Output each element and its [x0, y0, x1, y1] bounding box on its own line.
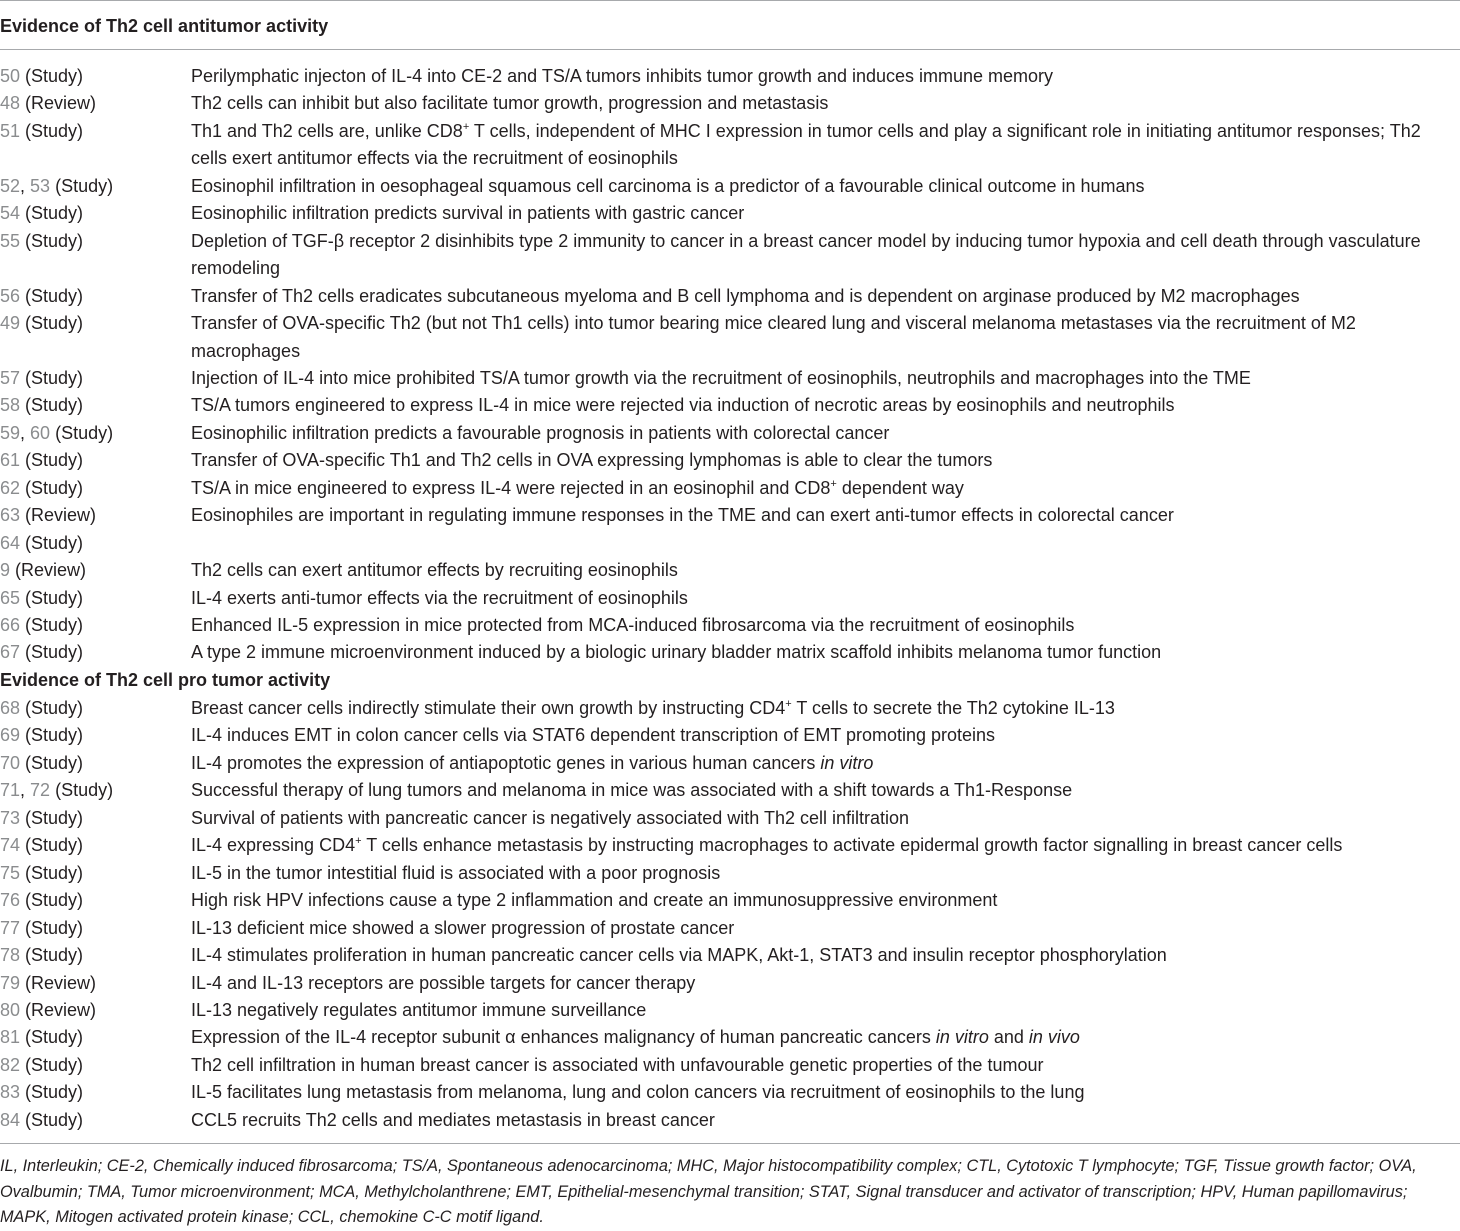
- description-text: Transfer of Th2 cells eradicates subcutaneous myeloma and B cell lymphoma and is dependent on arginase produced by M2 macrophages: [191, 285, 1300, 306]
- reference-cell: [0, 310, 83, 338]
- description-cell: [191, 365, 1460, 393]
- reference-cell: [0, 173, 113, 201]
- description-cell: [191, 695, 1460, 723]
- reference-number-link[interactable]: 62: [0, 477, 21, 498]
- reference-number-link[interactable]: 79: [0, 972, 21, 993]
- description-cell: [191, 502, 1460, 530]
- description-text: CCL5 recruits Th2 cells and mediates metastasis in breast cancer: [191, 1109, 715, 1130]
- reference-number-link[interactable]: 76: [0, 890, 21, 911]
- reference-number-link[interactable]: 83: [0, 1082, 21, 1103]
- description-cell: [191, 1079, 1460, 1107]
- description-text: TS/A tumors engineered to express IL-4 in mice were rejected via induction of necrotic areas by eosinophils and neutrophils: [191, 395, 1175, 416]
- description-text: Depletion of TGF-β receptor 2 disinhibits type 2 immunity to cancer in a breast cancer model by inducing tumor hypoxia and cell death through vasculature remodeling: [191, 230, 1421, 279]
- reference-number-link[interactable]: 69: [0, 725, 21, 746]
- reference-type: (Review): [10, 560, 87, 581]
- description-text: IL-4 induces EMT in colon cancer cells via STAT6 dependent transcription of EMT promoting proteins: [191, 725, 996, 746]
- section-heading-antitumor: Evidence of Th2 cell antitumor activity: [0, 16, 329, 36]
- reference-number-link[interactable]: 52: [0, 175, 21, 196]
- reference-number-link[interactable]: 68: [0, 698, 21, 718]
- description-cell: [191, 777, 1460, 805]
- reference-cell: [0, 475, 83, 503]
- reference-cell: [0, 420, 113, 448]
- superscript: +: [355, 835, 362, 848]
- reference-type: (Study): [20, 1027, 84, 1048]
- reference-number-link[interactable]: 71: [0, 780, 21, 801]
- description-cell: [191, 557, 1460, 585]
- reference-number-link[interactable]: 61: [0, 450, 21, 471]
- description-text: IL-4 exerts anti-tumor effects via the recruitment of eosinophils: [191, 587, 688, 608]
- reference-cell: [0, 365, 83, 393]
- reference-type: (Study): [20, 532, 84, 553]
- description-text: T cells enhance metastasis by instructing macrophages to activate epidermal growth factor signalling in breast cancer cells: [361, 835, 1343, 856]
- description-cell: [191, 392, 1460, 420]
- reference-number-link[interactable]: 65: [0, 587, 21, 608]
- reference-type: (Study): [20, 450, 84, 471]
- reference-type: (Review): [20, 93, 97, 114]
- description-cell: [191, 420, 1460, 448]
- reference-cell: [0, 502, 96, 530]
- reference-type: (Study): [20, 395, 84, 416]
- description-text: Th2 cells can inhibit but also facilitate tumor growth, progression and metastasis: [191, 93, 829, 114]
- reference-cell: [0, 695, 83, 723]
- reference-number-link[interactable]: 74: [0, 835, 21, 856]
- reference-number-link[interactable]: 9: [0, 560, 11, 581]
- reference-cell: [0, 805, 83, 833]
- superscript: +: [462, 120, 470, 133]
- description-text: IL-5 facilitates lung metastasis from melanoma, lung and colon cancers via recruitment of eosinophils to the lung: [191, 1082, 1085, 1103]
- reference-cell: [0, 585, 83, 613]
- description-text: TS/A in mice engineered to express IL-4 were rejected in an eosinophil and CD8: [191, 477, 831, 498]
- reference-number-link[interactable]: 64: [0, 532, 21, 553]
- description-text: IL-5 in the tumor intestitial fluid is associated with a poor prognosis: [191, 862, 721, 883]
- description-cell: [191, 915, 1460, 943]
- reference-number-link[interactable]: 82: [0, 1054, 21, 1075]
- reference-type: (Study): [20, 1109, 84, 1130]
- description-cell: [191, 639, 1460, 667]
- footnote: IL, Interleukin; CE-2, Chemically induced fibrosarcoma; TS/A, Spontaneous adenocarcinoma; MHC, Major histocompatibility complex; CTL, Cytotoxic T lymphocyte; TGF, Tissue growth factor; OVA, Ovalbumin; TMA, Tumor microenvironment; MCA, Methylcholanthrene; EMT, Epithelial-mesenchymal transition; STAT, Signal transducer and activator of transcription; HPV, Human papillomavirus; MAPK, Mitogen activated protein kinase; CCL, chemokine C-C motif ligand.: [0, 1157, 1417, 1226]
- description-text: Perilymphatic injecton of IL-4 into CE-2 and TS/A tumors inhibits tumor growth and induces immune memory: [191, 66, 1054, 86]
- description-text: and: [988, 1027, 1029, 1048]
- description-text: Successful therapy of lung tumors and melanoma in mice was associated with a shift towards a Th1-Response: [191, 780, 1073, 801]
- reference-number-link[interactable]: 53: [30, 175, 51, 196]
- top-rule: [0, 0, 1460, 1]
- description-text: Breast cancer cells indirectly stimulate their own growth by instructing CD4: [191, 698, 786, 718]
- reference-number-link[interactable]: 84: [0, 1109, 21, 1130]
- reference-separator: ,: [20, 422, 31, 443]
- description-text: Eosinophil infiltration in oesophageal squamous cell carcinoma is a predictor of a favourable clinical outcome in humans: [191, 175, 1145, 196]
- reference-cell: [0, 283, 83, 311]
- reference-type: (Study): [20, 230, 84, 251]
- description-cell: [191, 750, 1460, 778]
- description-text: dependent way: [836, 477, 964, 498]
- description-cell: [191, 90, 1460, 118]
- reference-cell: [0, 832, 83, 860]
- description-cell: [191, 200, 1460, 228]
- reference-type: (Study): [20, 1082, 84, 1103]
- reference-cell: [0, 90, 96, 118]
- reference-cell: [0, 942, 83, 970]
- description-text: IL-4 stimulates proliferation in human pancreatic cancer cells via MAPK, Akt-1, STAT3 and insulin receptor phosphorylation: [191, 945, 1167, 966]
- reference-type: (Study): [20, 66, 84, 86]
- description-text: Transfer of OVA-specific Th2 (but not Th1 cells) into tumor bearing mice cleared lung and visceral melanoma metastases via the recruitment of M2 macrophages: [191, 313, 1356, 361]
- description-text: Th2 cell infiltration in human breast cancer is associated with unfavourable genetic properties of the tumour: [191, 1054, 1044, 1075]
- reference-type: (Study): [50, 175, 114, 196]
- heading-rule: [0, 49, 1460, 50]
- reference-cell: [0, 1052, 83, 1080]
- footnote-rule: [0, 1143, 1460, 1144]
- reference-number-link[interactable]: 66: [0, 615, 21, 635]
- reference-cell: [0, 639, 83, 667]
- reference-type: (Study): [20, 725, 84, 746]
- description-text: Eosinophilic infiltration predicts survival in patients with gastric cancer: [191, 203, 745, 224]
- reference-type: (Study): [20, 642, 84, 663]
- reference-cell: [0, 63, 83, 91]
- reference-number-link[interactable]: 77: [0, 917, 21, 938]
- reference-type: (Study): [20, 862, 84, 883]
- reference-type: (Study): [20, 587, 84, 608]
- reference-number-link[interactable]: 48: [0, 93, 21, 114]
- reference-type: (Study): [20, 1054, 84, 1075]
- reference-type: (Study): [20, 285, 84, 306]
- reference-cell: [0, 228, 83, 256]
- reference-number-link[interactable]: 57: [0, 367, 21, 388]
- description-text: IL-4 promotes the expression of antiapoptotic genes in various human cancers: [191, 752, 821, 773]
- reference-number-link[interactable]: 70: [0, 752, 21, 773]
- description-cell: [191, 887, 1460, 915]
- reference-type: (Study): [20, 890, 84, 911]
- reference-type: (Study): [20, 698, 84, 718]
- reference-type: (Study): [20, 615, 84, 635]
- description-text: T cells to secrete the Th2 cytokine IL-13: [791, 698, 1115, 718]
- reference-number-link[interactable]: 81: [0, 1027, 21, 1048]
- superscript: +: [785, 698, 792, 710]
- description-cell: [191, 1052, 1460, 1080]
- description-text: IL-13 negatively regulates antitumor immune surveillance: [191, 999, 647, 1020]
- italic-text: in vivo: [1028, 1027, 1080, 1048]
- description-text: Eosinophiles are important in regulating immune responses in the TME and can exert anti-tumor effects in colorectal cancer: [191, 505, 1174, 526]
- reference-type: (Study): [50, 780, 114, 801]
- reference-number-link[interactable]: 56: [0, 285, 21, 306]
- description-text: High risk HPV infections cause a type 2 inflammation and create an immunosuppressive environment: [191, 890, 998, 911]
- reference-number-link[interactable]: 63: [0, 505, 21, 526]
- reference-cell: [0, 447, 83, 475]
- description-cell: [191, 173, 1460, 201]
- description-cell: [191, 832, 1460, 860]
- reference-type: (Review): [20, 505, 97, 526]
- reference-number-link[interactable]: 60: [30, 422, 51, 443]
- reference-type: (Study): [20, 120, 84, 141]
- italic-text: in vitro: [820, 752, 874, 773]
- reference-type: (Review): [20, 999, 97, 1020]
- section-heading-protumor: Evidence of Th2 cell pro tumor activity: [0, 670, 331, 690]
- reference-number-link[interactable]: 78: [0, 945, 21, 966]
- reference-separator: ,: [20, 780, 31, 801]
- reference-type: (Study): [20, 367, 84, 388]
- description-text: Th2 cells can exert antitumor effects by recruiting eosinophils: [191, 560, 678, 581]
- reference-type: (Study): [20, 203, 84, 224]
- description-cell: [191, 63, 1460, 91]
- description-text: Transfer of OVA-specific Th1 and Th2 cells in OVA expressing lymphomas is able to clear the tumors: [191, 450, 993, 471]
- reference-number-link[interactable]: 73: [0, 807, 21, 828]
- reference-cell: [0, 1079, 83, 1107]
- reference-cell: [0, 970, 96, 998]
- description-text: T cells, independent of MHC I expression in tumor cells and play a significant role in initiating antitumor responses; Th2 cells exert antitumor effects via the recruitment of eosinophils: [191, 120, 1421, 169]
- description-cell: [191, 585, 1460, 613]
- description-text: Injection of IL-4 into mice prohibited TS/A tumor growth via the recruitment of eosinophils, neutrophils and macrophages into the TME: [191, 367, 1251, 388]
- reference-number-link[interactable]: 80: [0, 999, 21, 1020]
- reference-number-link[interactable]: 58: [0, 395, 21, 416]
- description-text: IL-4 expressing CD4: [191, 835, 356, 856]
- reference-number-link[interactable]: 55: [0, 230, 21, 251]
- description-cell: [191, 805, 1460, 833]
- description-cell: [191, 228, 1460, 283]
- reference-cell: [0, 997, 96, 1025]
- description-text: IL-13 deficient mice showed a slower progression of prostate cancer: [191, 917, 735, 938]
- reference-number-link[interactable]: 67: [0, 642, 21, 663]
- reference-cell: [0, 612, 83, 640]
- reference-cell: [0, 915, 83, 943]
- reference-type: (Study): [50, 422, 114, 443]
- reference-cell: [0, 118, 83, 146]
- reference-number-link[interactable]: 59: [0, 422, 21, 443]
- reference-cell: [0, 777, 113, 805]
- description-text: A type 2 immune microenvironment induced by a biologic urinary bladder matrix scaffold inhibits melanoma tumor function: [191, 642, 1162, 663]
- reference-number-link[interactable]: 72: [30, 780, 51, 801]
- reference-type: (Study): [20, 313, 84, 334]
- reference-type: (Study): [20, 752, 84, 773]
- reference-number-link[interactable]: 75: [0, 862, 21, 883]
- reference-type: (Study): [20, 807, 84, 828]
- description-text: Expression of the IL-4 receptor subunit α enhances malignancy of human pancreatic cancers: [191, 1027, 936, 1048]
- description-text: Survival of patients with pancreatic cancer is negatively associated with Th2 cell infiltration: [191, 807, 910, 828]
- reference-cell: [0, 887, 83, 915]
- reference-cell: [0, 200, 83, 228]
- reference-cell: [0, 392, 83, 420]
- description-cell: [191, 118, 1460, 173]
- description-cell: [191, 1024, 1460, 1052]
- description-cell: [191, 1107, 1460, 1135]
- description-cell: [191, 475, 1460, 503]
- superscript: +: [830, 477, 837, 490]
- description-cell: [191, 860, 1460, 888]
- description-text: IL-4 and IL-13 receptors are possible targets for cancer therapy: [191, 972, 696, 993]
- reference-type: (Study): [20, 477, 84, 498]
- description-cell: [191, 283, 1460, 311]
- reference-cell: [0, 722, 83, 750]
- reference-cell: [0, 860, 83, 888]
- description-cell: [191, 997, 1460, 1025]
- reference-cell: [0, 1107, 83, 1135]
- reference-type: (Study): [20, 945, 84, 966]
- reference-cell: [0, 530, 83, 558]
- description-text: Enhanced IL-5 expression in mice protected from MCA-induced fibrosarcoma via the recruitment of eosinophils: [191, 615, 1075, 635]
- description-cell: [191, 942, 1460, 970]
- reference-number-link[interactable]: 51: [0, 120, 21, 141]
- reference-number-link[interactable]: 54: [0, 203, 21, 224]
- reference-cell: [0, 557, 86, 585]
- reference-type: (Study): [20, 917, 84, 938]
- description-cell: [191, 722, 1460, 750]
- description-cell: [191, 612, 1460, 640]
- reference-type: (Review): [20, 972, 97, 993]
- reference-cell: [0, 750, 83, 778]
- reference-number-link[interactable]: 50: [0, 66, 21, 86]
- italic-text: in vitro: [935, 1027, 989, 1048]
- reference-separator: ,: [20, 175, 31, 196]
- description-text: Th1 and Th2 cells are, unlike CD8: [191, 120, 463, 141]
- description-cell: [191, 447, 1460, 475]
- reference-type: (Study): [20, 835, 84, 856]
- description-cell: [191, 970, 1460, 998]
- description-text: Eosinophilic infiltration predicts a favourable prognosis in patients with colorectal cancer: [191, 422, 890, 443]
- description-cell: [191, 310, 1460, 365]
- reference-cell: [0, 1024, 83, 1052]
- reference-number-link[interactable]: 49: [0, 313, 21, 334]
